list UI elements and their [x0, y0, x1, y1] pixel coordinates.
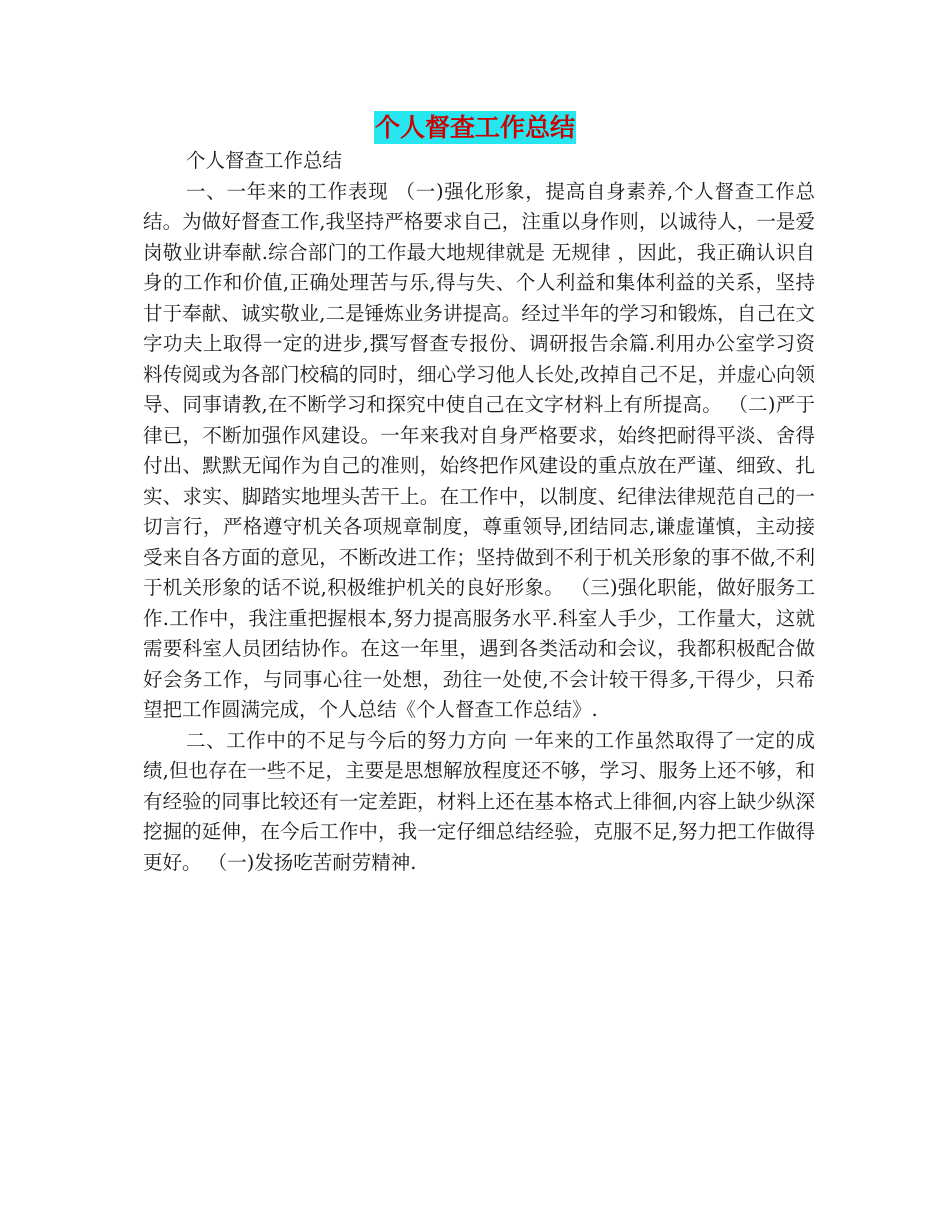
document-subtitle: 个人督查工作总结 [186, 149, 343, 172]
document-body [143, 146, 815, 878]
paragraph-1: 一、一年来的工作表现 （一)强化形象，提高自身素养,个人督查工作总结。为做好督查工作,我坚持严格要求自己，注重以身作则，以诚待人，一是爱岗敬业讲奉献.综合部门的工作最大地规律就是 无规律 ，因此，我正确认识自身的工作和价值,正确处理苦与乐,得与失、个人利益和集体利益的关系，坚持甘于奉献、诚实敬业,二是锤炼业务讲提高。经过半年的学习和锻炼，自己在文字功夫上取得一定的进步,撰写督查专报份、调研报告余篇.利用办公室学习资料传阅或为各部门校稿的同时，细心学习他人长处,改掉自己不足，并虚心向领导、同事请教,在不断学习和探究中使自己在文字材料上有所提高。 （二)严于律已，不断加强作风建设。一年来我对自身严格要求，始终把耐得平淡、舍得付出、默默无闻作为自己的准则，始终把作风建设的重点放在严谨、细致、扎实、求实、脚踏实地埋头苦干上。在工作中，以制度、纪律法律规范自己的一切言行，严格遵守机关各项规章制度，尊重领导,团结同志,谦虚谨慎，主动接受来自各方面的意见，不断改进工作；坚持做到不利于机关形象的事不做,不利于机关形象的话不说,积极维护机关的良好形象。 （三)强化职能，做好服务工作.工作中，我注重把握根本,努力提高服务水平.科室人手少，工作量大，这就需要科室人员团结协作。在这一年里，遇到各类活动和会议，我都积极配合做好会务工作，与同事心往一处想，劲往一处使,不会计较干得多,干得少，只希望把工作圆满完成，个人总结《个人督查工作总结》. [143, 179, 815, 721]
title-container [0, 111, 950, 144]
paragraph-2: 二、工作中的不足与今后的努力方向 一年来的工作虽然取得了一定的成绩,但也存在一些不足，主要是思想解放程度还不够，学习、服务上还不够，和有经验的同事比较还有一定差距，材料上还在基本格式上徘徊,内容上缺少纵深挖掘的延伸，在今后工作中，我一定仔细总结经验，克服不足,努力把工作做得更好。 （一)发扬吃苦耐劳精神. [143, 728, 815, 874]
document-title: 个人督查工作总结 [374, 113, 575, 142]
